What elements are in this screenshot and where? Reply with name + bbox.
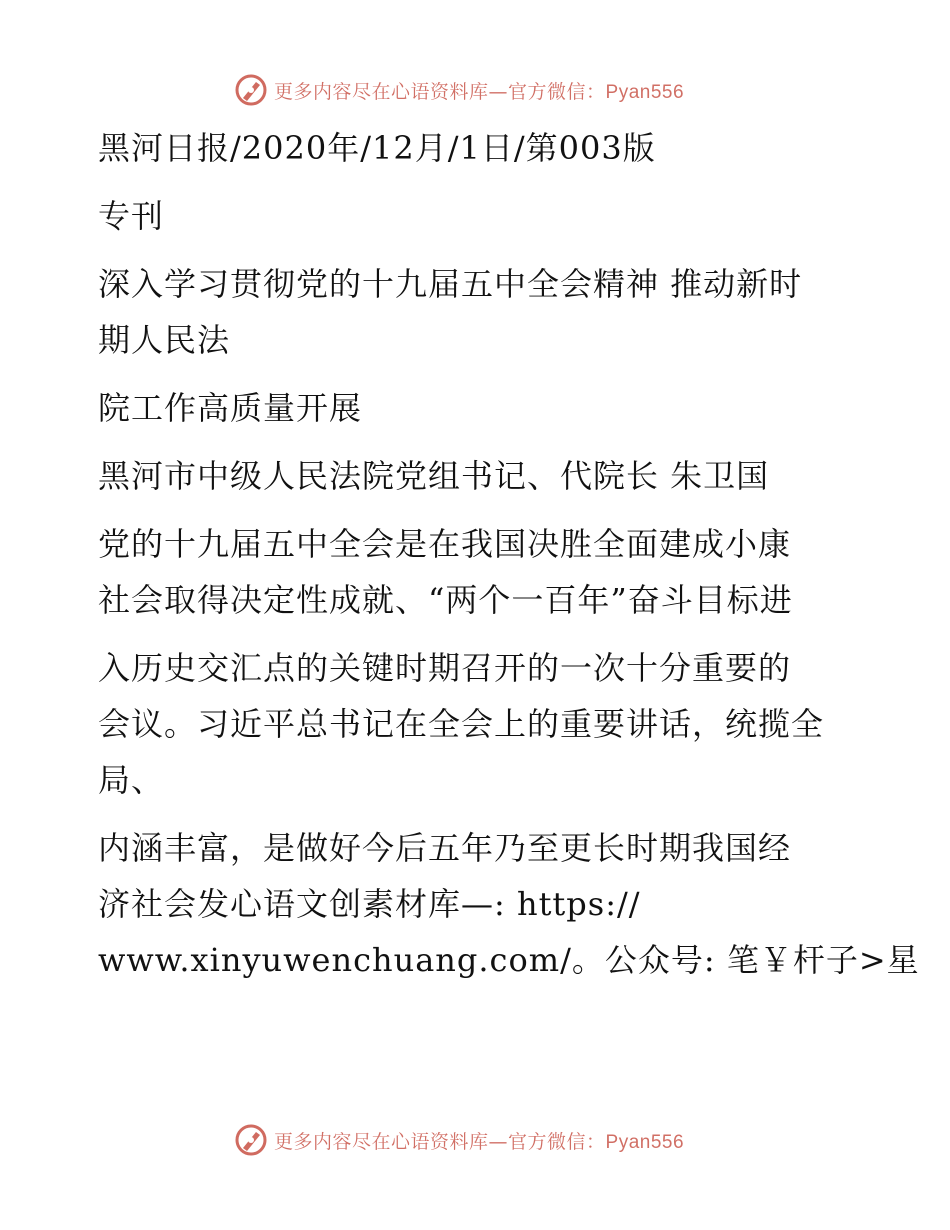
section-label: 专刊	[98, 197, 165, 235]
header-watermark	[234, 72, 684, 108]
body-line: 入历史交汇点的关键时期召开的一次十分重要的	[98, 649, 792, 687]
article-title-line-2: 期人民法	[98, 321, 231, 359]
article-title-line-3: 院工作高质量开展	[98, 389, 363, 427]
author-line: 黑河市中级人民法院党组书记、代院长 朱卫国	[98, 457, 770, 495]
body-line: 会议。习近平总书记在全会上的重要讲话，统揽全	[98, 705, 825, 743]
watermark-label: 更多内容尽在心语资料库—官方微信：	[274, 1130, 606, 1153]
article	[98, 120, 920, 988]
body-line: 济社会发心语文创素材库—: https://	[98, 885, 641, 923]
watermark-label: 更多内容尽在心语资料库—官方微信：	[274, 80, 606, 103]
watermark-text	[274, 77, 684, 104]
pen-logo-icon	[234, 1123, 268, 1157]
source-line: 黑河日报/2020年/12月/1日/第003版	[98, 129, 656, 167]
body-line: 社会取得决定性成就、“两个一百年”奋斗目标进	[98, 581, 793, 619]
body-line: 内涵丰富，是做好今后五年乃至更长时期我国经	[98, 829, 792, 867]
footer-watermark	[234, 1122, 684, 1158]
pen-logo-icon	[234, 73, 268, 107]
watermark-wechat-id: Pyan556	[605, 1131, 685, 1153]
article-title-line-1: 深入学习贯彻党的十九届五中全会精神 推动新时	[98, 265, 803, 303]
watermark-text	[274, 1127, 684, 1154]
body-line: www.xinyuwenchuang.com/。公众号: 笔￥杆子>星	[98, 941, 920, 979]
body-line: 局、	[98, 761, 165, 799]
watermark-wechat-id: Pyan556	[605, 81, 685, 103]
body-line: 党的十九届五中全会是在我国决胜全面建成小康	[98, 525, 792, 563]
